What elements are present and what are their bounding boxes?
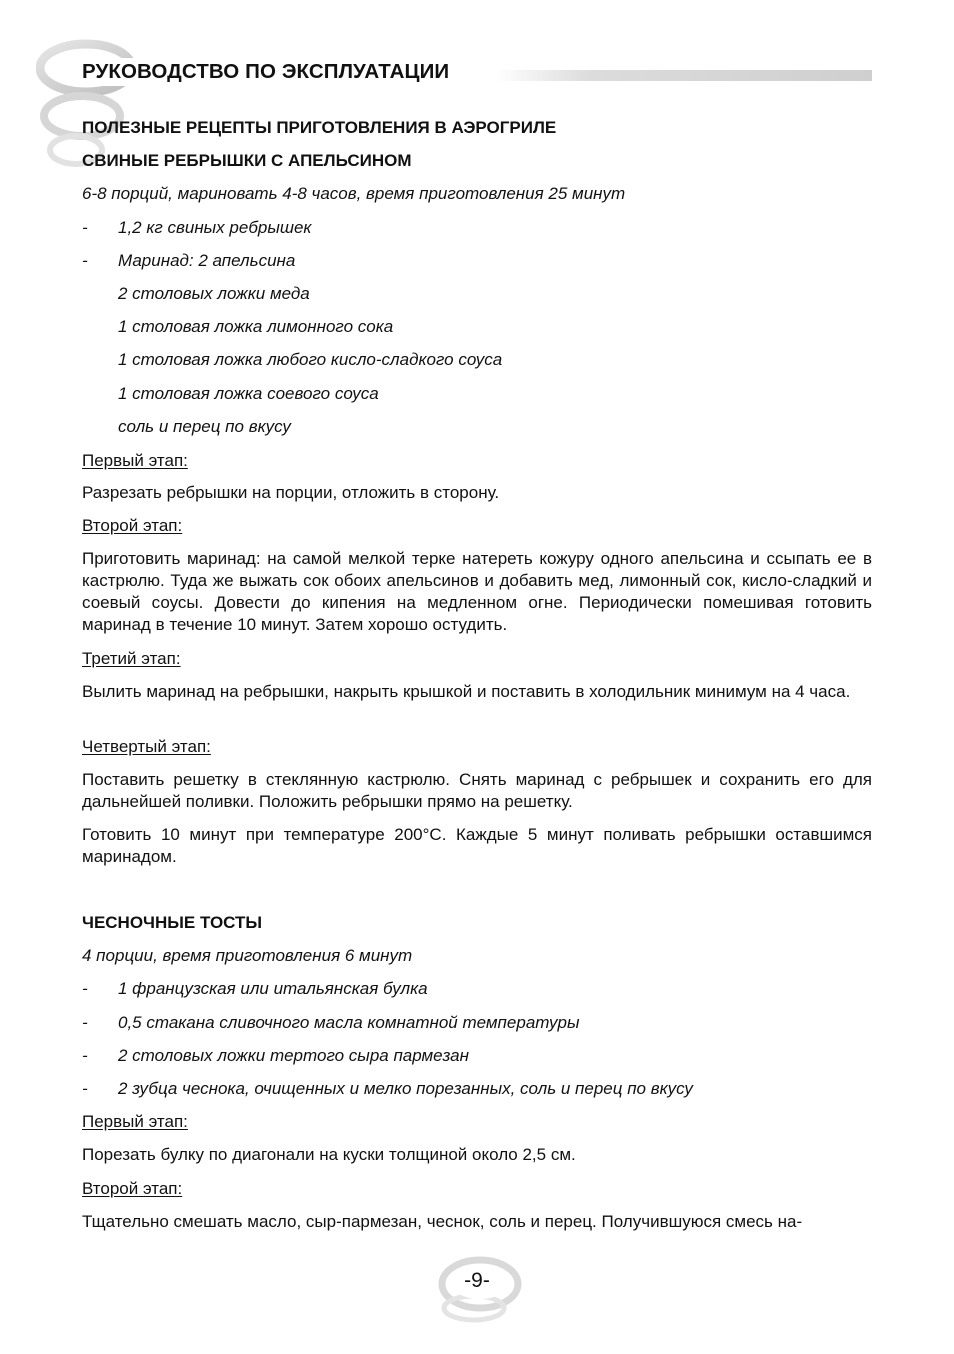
ingredient-item: 1 столовая ложка соевого соуса <box>118 384 379 403</box>
page-number: -9- <box>464 1269 490 1292</box>
ingredient-item: 1 столовая ложка любого кисло-сладкого соуса <box>118 350 503 369</box>
step-label: Второй этап: <box>82 1179 183 1198</box>
ingredient-item: 2 зубца чеснока, очищенных и мелко порезанных, соль и перец по вкусу <box>118 1079 693 1098</box>
step-text: Разрезать ребрышки на порции, отложить в сторону. <box>82 483 500 502</box>
step-label: Второй этап: <box>82 516 183 535</box>
step-text: Приготовить маринад: на самой мелкой терке натереть кожуру одного апельсина и ссыпать ее в кастрюлю. Туда же выжать сок обоих апельсинов и добавить мед, лимонный сок, кисло-сладкий и соевый соусы. Довести до кипения на медленном огне. Периодически помешивая готовить маринад в течение 10 минут. Затем хорошо остудить. <box>82 549 872 634</box>
list-bullet: - <box>82 218 88 237</box>
list-bullet: - <box>82 1013 88 1032</box>
recipe-meta: 4 порции, время приготовления 6 минут <box>82 946 413 965</box>
ingredient-item: 2 столовых ложки тертого сыра пармезан <box>118 1046 469 1065</box>
ingredient-item: соль и перец по вкусу <box>118 417 291 436</box>
step-text: Готовить 10 минут при температуре 200°С. Каждые 5 минут поливать ребрышки оставшимся маринадом. <box>82 825 872 866</box>
recipe-title: СВИНЫЕ РЕБРЫШКИ С АПЕЛЬСИНОМ <box>82 151 412 170</box>
step-text: Порезать булку по диагонали на куски толщиной около 2,5 см. <box>82 1145 576 1164</box>
swirl-decoration-icon <box>36 38 140 168</box>
header-bar <box>495 70 872 81</box>
ingredient-item: 2 столовых ложки меда <box>118 284 310 303</box>
list-bullet: - <box>82 1079 88 1098</box>
recipe-meta: 6-8 порций, мариновать 4-8 часов, время приготовления 25 минут <box>82 184 626 203</box>
list-bullet: - <box>82 1046 88 1065</box>
ingredient-item: 1,2 кг свиных ребрышек <box>118 218 312 237</box>
step-label: Первый этап: <box>82 1112 188 1131</box>
ingredient-item: 1 столовая ложка лимонного сока <box>118 317 394 336</box>
page-header-title: РУКОВОДСТВО ПО ЭКСПЛУАТАЦИИ <box>82 60 450 83</box>
ingredient-item: 0,5 стакана сливочного масла комнатной температуры <box>118 1013 580 1032</box>
section-title: ПОЛЕЗНЫЕ РЕЦЕПТЫ ПРИГОТОВЛЕНИЯ В АЭРОГРИЛЕ <box>82 118 557 137</box>
step-text: Тщательно смешать масло, сыр-пармезан, чеснок, соль и перец. Получившуюся смесь на- <box>82 1212 803 1231</box>
ingredient-item: Маринад: 2 апельсина <box>118 251 296 270</box>
recipe-title: ЧЕСНОЧНЫЕ ТОСТЫ <box>82 913 263 932</box>
list-bullet: - <box>82 979 88 998</box>
step-label: Четвертый этап: <box>82 737 211 756</box>
step-label: Третий этап: <box>82 649 181 668</box>
step-label: Первый этап: <box>82 451 188 470</box>
step-text: Вылить маринад на ребрышки, накрыть крышкой и поставить в холодильник минимум на 4 часа. <box>82 682 851 701</box>
ingredient-item: 1 французская или итальянская булка <box>118 979 428 998</box>
step-text: Поставить решетку в стеклянную кастрюлю. Снять маринад с ребрышек и сохранить его для дальнейшей поливки. Положить ребрышки прямо на решетку. <box>82 770 872 811</box>
list-bullet: - <box>82 251 88 270</box>
